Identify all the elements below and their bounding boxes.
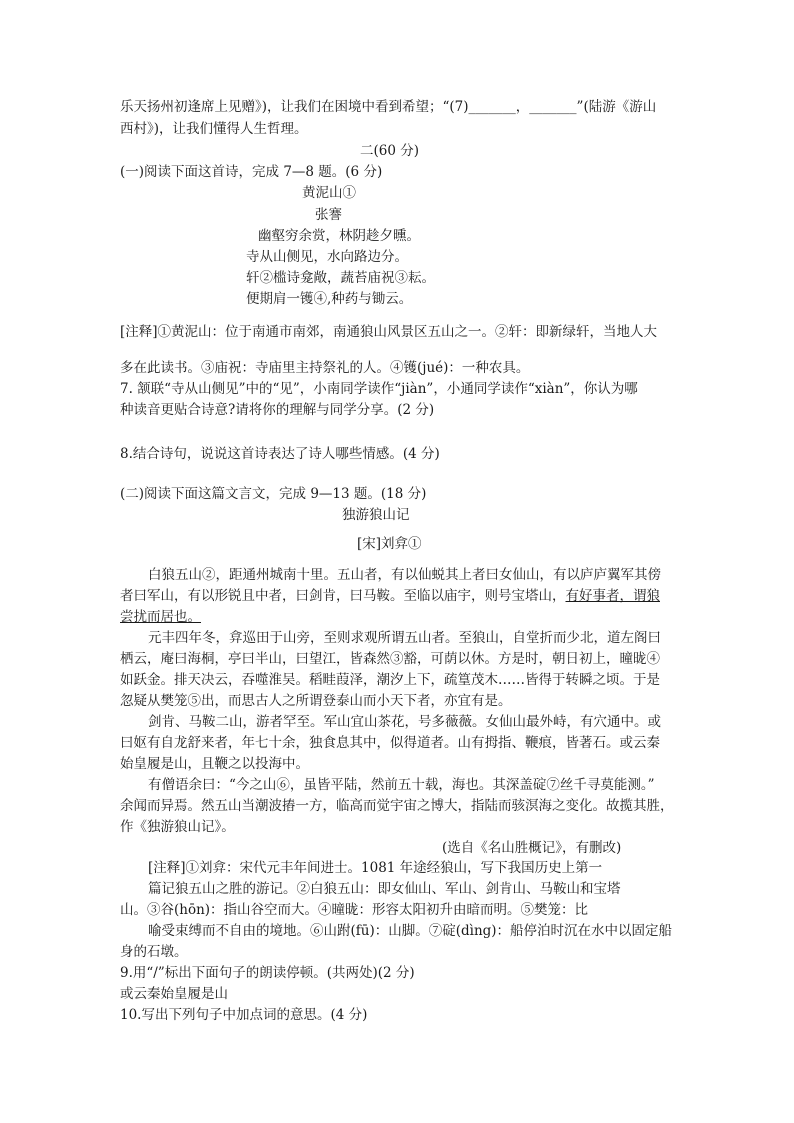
poem-line-2: 寺从山侧见，水向路边分。	[246, 249, 408, 265]
poem-line-4: 便期肩一镬④,种药与锄云。	[246, 291, 413, 307]
section-heading: 二(60 分)	[360, 143, 420, 159]
passage-p3-line-1: 剑肯、马鞍二山，游者罕至。军山宜山茶花，号多薇薇。女仙山最外峙，有穴通中。或	[148, 714, 661, 730]
passage-note-line-3: 山。③谷(hōn)：指山谷空而大。④曈昽：形容太阳初升由暗而明。⑤樊笼：比	[120, 902, 589, 918]
passage-p4-line-3: 作《独游狼山记》。	[120, 819, 235, 835]
underlined-phrase: 有好事者，谓狼	[565, 588, 660, 604]
passage-title: 独游狼山记	[342, 507, 410, 523]
question-7-line-1: 7. 颔联“寺从山侧见”中的“见”，小南同学读作“jiàn”，小通同学读作“xiàn”，你认为哪	[120, 381, 638, 397]
continuation-line-2: 西村》)，让我们懂得人生哲理。	[120, 121, 308, 137]
passage-p2-line-1: 元丰四年冬，弇巡田于山旁，至则求观所谓五山者。至狼山，自堂折而少北，道左阁曰	[148, 630, 661, 646]
passage-source: (选自《名山胜概记》，有删改)	[442, 840, 622, 856]
passage-note-line-4: 喻受束缚而不自由的境地。⑥山跗(fū)：山脚。⑦碇(dìng)：船停泊时沉在水中以固定船	[148, 923, 673, 939]
question-9-sentence: 或云秦始皇履是山	[120, 986, 228, 1002]
question-7-line-2: 种读音更贴合诗意?请将你的理解与同学分享。(2 分)	[120, 402, 435, 418]
poem-author: 张謇	[315, 207, 342, 223]
passage-p4-line-1: 有僧语余曰：“今之山⑥，虽皆平陆，然前五十载，海也。其深盖碇⑦丝千寻莫能测。”	[148, 777, 655, 793]
part2-intro: (二)阅读下面这篇文言文，完成 9—13 题。(18 分)	[120, 486, 427, 502]
passage-p2-line-3: 如跃金。排天决云，吞噬淮吴。稻畦葭泽，潮汐上下，疏篁茂木……皆得于转瞬之顷。于是	[120, 672, 660, 688]
question-9: 9.用“/”标出下面句子的朗读停顿。(共两处)(2 分)	[120, 965, 415, 981]
poem-line-3: 轩②槛诗龛敞，蔬苔庙祝③耘。	[246, 270, 435, 286]
passage-note-line-5: 身的石墩。	[120, 944, 188, 960]
poem-note-2: 多在此读书。③庙祝：寺庙里主持祭礼的人。④镬(jué)：一种农具。	[120, 360, 530, 376]
part1-intro: (一)阅读下面这首诗，完成 7—8 题。(6 分)	[120, 164, 383, 180]
passage-p1-line-1: 白狼五山②，距通州城南十里。五山者，有以仙蜕其上者曰女仙山，有以庐庐翼军其傍	[148, 567, 661, 583]
passage-note-line-1: [注释]①刘弇：宋代元丰年间进士。1081 年途经狼山，写下我国历史上第一	[148, 860, 603, 876]
question-10: 10.写出下列句子中加点词的意思。(4 分)	[120, 1007, 368, 1023]
passage-p1-line-2	[120, 586, 660, 606]
poem-line-1: 幽壑穷余赏，林阴趁夕曛。	[258, 228, 420, 244]
passage-p3-line-3: 始皇履是山，且鞭之以投海中。	[120, 756, 309, 772]
passage-p2-line-2: 栖云，庵曰海桐，亭曰半山，曰望江，皆森然③豁，可荫以休。方是时，朝日初上，曈昽④	[120, 651, 660, 667]
passage-p2-line-4: 忽疑从樊笼⑤出，而思古人之所谓登泰山而小天下者，亦宜有是。	[120, 693, 512, 709]
poem-note-1: [注释]①黄泥山：位于南通市南郊，南通狼山风景区五山之一。②轩：即新绿轩，当地人大	[120, 324, 658, 340]
continuation-line-1: 乐天扬州初逢席上见赠》)，让我们在困境中看到希望；“(7)_______，_______”(陆游《游山	[120, 99, 657, 115]
passage-p3-line-2: 曰妪有自龙舒来者，年七十余，独食息其中，似得道者。山有拇指、鞭痕，皆著石。或云秦	[120, 735, 660, 751]
question-8: 8.结合诗句，说说这首诗表达了诗人哪些情感。(4 分)	[120, 446, 440, 462]
passage-p1-line-3: 尝扰而居也。	[120, 609, 201, 625]
passage-p4-line-2: 余闻而异焉。然五山当潮波摏一方，临高而觉宇宙之博大，指陆而骇溟海之变化。故揽其胜，	[120, 798, 674, 814]
passage-note-line-2: 篇记狼五山之胜的游记。②白狼五山：即女仙山、军山、剑肯山、马鞍山和宝塔	[148, 881, 621, 897]
poem-title: 黄泥山①	[302, 185, 356, 201]
passage-p1-line-2-text: 者曰军山，有以形锐且中者，曰剑肯，曰马鞍。至临以庙宇，则号宝塔山，	[120, 588, 566, 604]
passage-author: [宋]刘弇①	[357, 536, 422, 552]
